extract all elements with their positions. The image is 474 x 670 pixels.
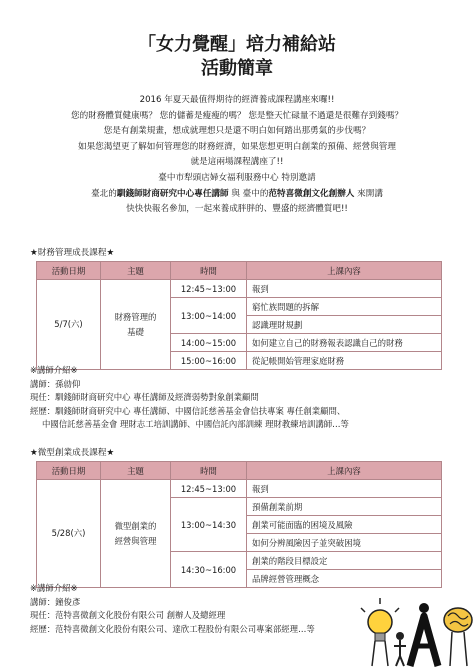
course1-date: 5/7(六) — [37, 280, 101, 370]
course2-table — [36, 461, 442, 588]
header-content: 上課內容 — [247, 462, 442, 480]
content-cell: 認識理財規劃 — [247, 316, 442, 334]
topic-line: 微型創業的 — [114, 520, 157, 531]
intro-line: 就是這兩場課程講座了!! — [190, 157, 284, 168]
intro-line: 您的財務體質健康嗎？ 您的儲蓄是瘦瘦的嗎？ 您是整天忙碌量不過還是很難存到錢嗎？ — [70, 110, 404, 121]
speaker-line: 現任：范特喜微創文化股份有限公司 創辦人及總經理 — [30, 610, 226, 620]
intro-section — [0, 93, 474, 218]
header-date: 活動日期 — [37, 262, 101, 280]
course2-topic — [101, 480, 171, 588]
invite-mid: 與 臺中的 — [228, 188, 269, 199]
brain-icon — [444, 608, 472, 666]
content-cell: 預備創業前期 — [247, 498, 442, 516]
time-cell: 15:00~16:00 — [171, 352, 247, 370]
speaker-line: 講師：鐘俊彥 — [30, 596, 81, 607]
header-content: 上課內容 — [247, 262, 442, 280]
page-subtitle: 活動簡章 — [201, 58, 273, 79]
course2-date: 5/28(六) — [37, 480, 101, 588]
header-time: 時間 — [171, 262, 247, 280]
time-cell: 12:45~13:00 — [171, 280, 247, 298]
content-cell: 創業的階段目標設定 — [247, 552, 442, 570]
invite-line — [0, 187, 474, 203]
header-date: 活動日期 — [37, 462, 101, 480]
person-icon — [394, 632, 406, 666]
content-cell: 創業可能面臨的困境及風險 — [247, 516, 442, 534]
speaker-line: 中國信託慈善基金會 理財志工培訓講師、中國信託內部訓練 理財教練培訓講師…等 — [42, 419, 349, 429]
header-topic: 主題 — [101, 262, 171, 280]
table-row — [37, 480, 442, 498]
course1-heading: ★財務管理成長課程★ — [30, 248, 115, 258]
header-time: 時間 — [171, 462, 247, 480]
time-cell: 14:30~16:00 — [171, 552, 247, 588]
speaker-line: 現任：馴錢師財商研究中心 專任講師及經濟弱勢對象創業顧問 — [30, 392, 259, 402]
table-header-row — [37, 462, 442, 480]
course1-speaker — [30, 364, 470, 432]
speaker-line: 講師：孫勍仰 — [30, 378, 81, 389]
invite-suffix: 來開講 — [354, 188, 383, 199]
invite-speaker-2: 范特喜微創文化創辦人 — [268, 188, 355, 199]
speaker-line: 經歷：范特喜微創文化股份有限公司、達欣工程股份有限公司專案部經理…等 — [30, 623, 315, 634]
topic-line: 經營與管理 — [114, 535, 157, 546]
page-title: 「女力覺醒」培力補給站 — [138, 34, 336, 55]
course1-topic — [101, 280, 171, 370]
course2-heading: ★微型創業成長課程★ — [30, 448, 115, 458]
lightbulb-icon — [361, 598, 399, 666]
content-cell: 品牌經營管理概念 — [247, 570, 442, 588]
intro-line: 您是有創業規畫，想成就理想只是還不明白如何踏出那勇氣的步伐嗎？ — [103, 126, 371, 137]
speaker-heading: ※講師介紹※ — [30, 583, 78, 593]
course1-table — [36, 261, 442, 370]
content-cell: 報到 — [247, 480, 442, 498]
table-header-row — [37, 262, 442, 280]
header-topic: 主題 — [101, 462, 171, 480]
intro-line: 2016 年夏天最值得期待的經濟養成課程講座來囉!! — [139, 95, 335, 105]
time-cell: 12:45~13:00 — [171, 480, 247, 498]
speaker-line: 經歷：馴錢師財商研究中心 專任講師、中國信託慈善基金會信扶專案 專任創業顧問、 — [30, 405, 346, 416]
topic-line: 財務管理的 — [114, 311, 157, 322]
invite-prefix: 臺北的 — [91, 188, 117, 199]
intro-line: 如果您渴望更了解如何管理您的財務經濟，如果您想更明白創業的預備、經營與管理 — [78, 141, 396, 152]
invite-speaker-1: 馴錢師財商研究中心專任講師 — [116, 188, 229, 199]
intro-closing: 快快快報名參加，一起來養成胖胖的、豐盛的經濟體質吧!! — [126, 204, 348, 215]
content-cell: 如何分辨風險因子並突破困境 — [247, 534, 442, 552]
content-cell: 報到 — [247, 280, 442, 298]
time-cell: 14:00~15:00 — [171, 334, 247, 352]
content-cell: 如何建立自己的財務報表認識自己的財務 — [247, 334, 442, 352]
speaker-heading: ※講師介紹※ — [30, 365, 78, 375]
content-cell: 從記帳開始管理家庭財務 — [247, 352, 442, 370]
time-cell: 13:00~14:30 — [171, 498, 247, 552]
time-cell: 13:00~14:00 — [171, 298, 247, 334]
intro-line: 臺中市犁頭店婦女福利服務中心 特別邀請 — [158, 172, 316, 183]
letter-a-icon — [410, 603, 438, 666]
topic-line: 基礎 — [127, 326, 144, 337]
content-cell: 窮忙族問題的拆解 — [247, 298, 442, 316]
table-row — [37, 280, 442, 298]
idea-illustration — [360, 586, 474, 670]
